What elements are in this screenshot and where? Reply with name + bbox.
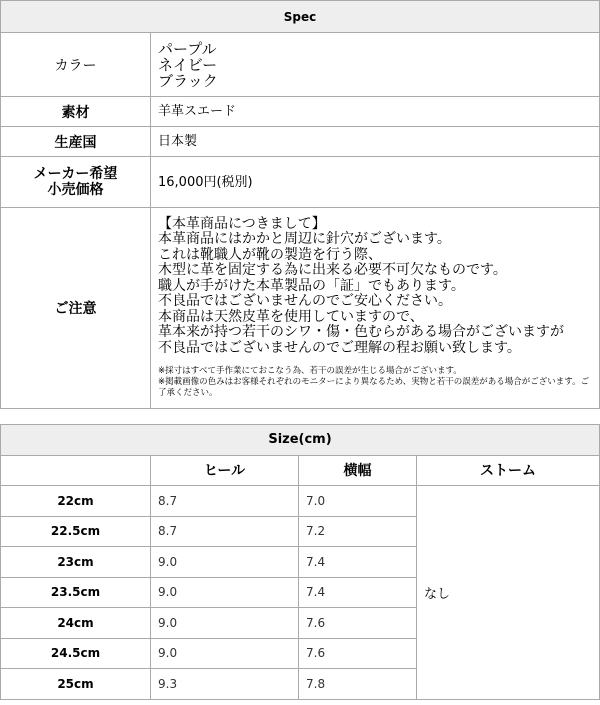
size-cell: 23cm (1, 547, 151, 578)
note-line: 本革商品にはかかと周辺に針穴がございます。 (158, 231, 451, 248)
width-cell: 7.2 (299, 516, 417, 547)
color-option: ネイビー (158, 55, 218, 74)
price-label-line: メーカー希望 (33, 166, 118, 182)
note-line: 革本来が持つ若干のシワ・傷・色むらがある場合がございますが (158, 324, 564, 341)
note-line: 不良品ではございませんのでご安心ください。 (158, 293, 452, 310)
material-label: 素材 (1, 97, 151, 127)
width-cell: 7.6 (299, 608, 417, 639)
size-cell: 24cm (1, 608, 151, 639)
small-note: ※採寸はすべて手作業にておこなう為、若干の誤差が生じる場合がございます。 (158, 366, 462, 377)
price-value: 16,000円(税別) (151, 157, 600, 208)
heel-cell: 9.3 (151, 669, 299, 700)
width-cell: 7.6 (299, 638, 417, 669)
blank-header (1, 455, 151, 486)
origin-label: 生産国 (1, 127, 151, 157)
heel-cell: 9.0 (151, 638, 299, 669)
origin-value: 日本製 (151, 127, 600, 157)
size-table (0, 424, 600, 700)
heel-cell: 9.0 (151, 608, 299, 639)
size-cell: 24.5cm (1, 638, 151, 669)
size-title: Size(cm) (1, 425, 600, 456)
note-line: 職人が手がけた本革製品の「証」でもあります。 (158, 277, 465, 294)
size-cell: 22cm (1, 486, 151, 517)
table-row (1, 486, 600, 517)
heel-cell: 8.7 (151, 486, 299, 517)
width-cell: 7.8 (299, 669, 417, 700)
heel-cell: 9.0 (151, 547, 299, 578)
spec-title: Spec (1, 1, 600, 33)
note-line: 不良品ではございませんのでご理解の程お願い致します。 (158, 339, 521, 356)
width-header: 横幅 (299, 455, 417, 486)
storm-cell: なし (417, 486, 600, 700)
price-label-line: 小売価格 (47, 182, 104, 198)
price-label (1, 157, 151, 208)
color-option: ブラック (158, 71, 218, 90)
material-value: 羊革スエード (151, 97, 600, 127)
color-option: パープル (158, 39, 217, 58)
color-value (151, 33, 600, 97)
heel-header: ヒール (151, 455, 299, 486)
note-line: 【本革商品につきまして】 (158, 215, 326, 232)
storm-header: ストーム (417, 455, 600, 486)
note-line: これは靴職人が靴の製造を行う際、 (158, 246, 382, 263)
width-cell: 7.0 (299, 486, 417, 517)
notes-value (151, 208, 600, 409)
note-line: 本商品は天然皮革を使用していますので、 (158, 308, 424, 325)
notes-label: ご注意 (1, 208, 151, 409)
heel-cell: 8.7 (151, 516, 299, 547)
color-label: カラー (1, 33, 151, 97)
note-line: 木型に革を固定する為に出来る必要不可欠なものです。 (158, 262, 507, 279)
width-cell: 7.4 (299, 577, 417, 608)
width-cell: 7.4 (299, 547, 417, 578)
small-note: ※掲載画像の色みはお客様それぞれのモニターにより異なるため、実物と若干の誤差がある場合がございます。ご了承ください。 (158, 377, 590, 399)
size-cell: 22.5cm (1, 516, 151, 547)
heel-cell: 9.0 (151, 577, 299, 608)
size-cell: 23.5cm (1, 577, 151, 608)
size-cell: 25cm (1, 669, 151, 700)
